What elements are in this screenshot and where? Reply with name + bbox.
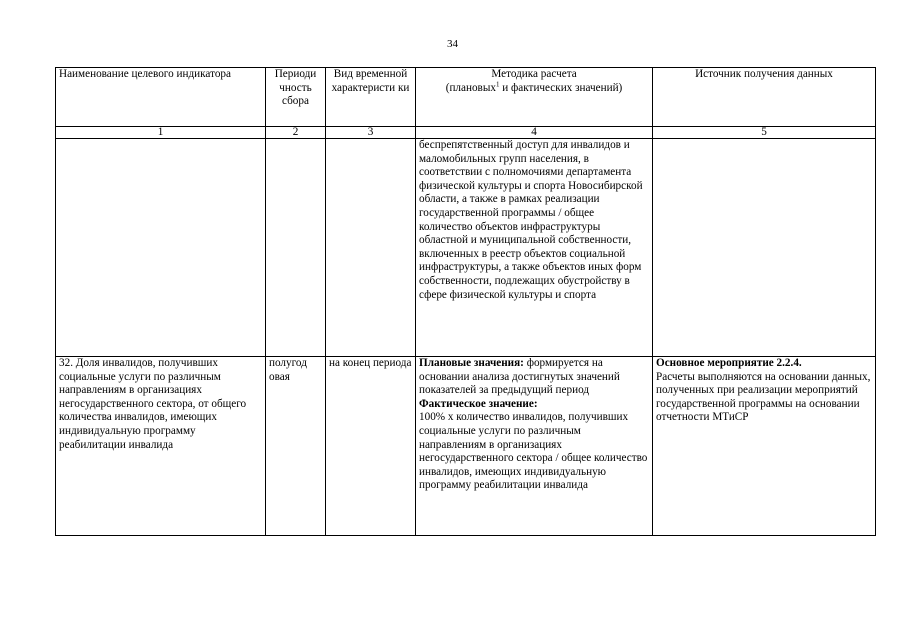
column-number: 4 [416,127,653,139]
header-indicator-name: Наименование целевого индикатора [56,68,266,127]
plan-text: формируется на основании анализа достигнутых значений показателей за предыдущий период [419,357,620,397]
indicator-32-source [653,357,876,536]
source-text: Расчеты выполняются на основании данных, полученных при реализации мероприятий государственной программы на основании отчетности МТиСР [656,370,871,424]
column-number: 2 [266,127,326,139]
header-method-line1: Методика расчета [491,68,577,80]
indicator-32-time-type: на конец периода [326,357,416,536]
continuation-method-text: беспрепятственный доступ для инвалидов и маломобильных групп населения, в соответствии с полномочиями департамента физической культуры и спорта Новосибирской области, а также в рамках реализации государственной программы / общее количество объектов инфраструктуры областной и муниципальной собственности, включенных в реестр объектов социальной инфраструктуры, а также объектов иных форм собственности, подлежащих обустройству в сфере физической культуры и спорта [416,139,653,357]
header-data-source: Источник получения данных [653,68,876,127]
column-number: 1 [56,127,266,139]
header-calculation-method [416,68,653,127]
empty-cell [326,139,416,357]
footnote-marker: 1 [495,79,500,88]
table-row-32 [56,357,876,536]
indicator-32-name: 32. Доля инвалидов, получивших социальные услуги по различным направлениям в организациях негосударственного сектора, от общего количества инвалидов, имеющих индивидуальную программу реабилитации инвалида [56,357,266,536]
empty-cell [266,139,326,357]
column-number: 5 [653,127,876,139]
empty-cell [653,139,876,357]
header-method-pre: (плановых [445,81,496,94]
header-row [56,68,876,127]
header-time-characteristic: Вид временной характеристи ки [326,68,416,127]
column-number-row [56,127,876,139]
page-number: 34 [447,38,458,50]
fact-label: Фактическое значение: [419,397,538,410]
header-method-post: и фактических значений) [499,81,623,94]
indicators-table [55,67,876,536]
header-periodicity: Периоди чность сбора [266,68,326,127]
indicator-32-periodicity: полугод овая [266,357,326,536]
source-label: Основное мероприятие 2.2.4. [656,357,802,369]
column-number: 3 [326,127,416,139]
plan-label: Плановые значения: [419,357,524,369]
table-row-continuation [56,139,876,357]
indicator-32-method [416,357,653,536]
empty-cell [56,139,266,357]
fact-text: 100% х количество инвалидов, получивших социальные услуги по различным направлениям в организациях негосударственного сектора / общее количество инвалидов, имеющих индивидуальную программу реабилитации инвалида [419,411,648,492]
